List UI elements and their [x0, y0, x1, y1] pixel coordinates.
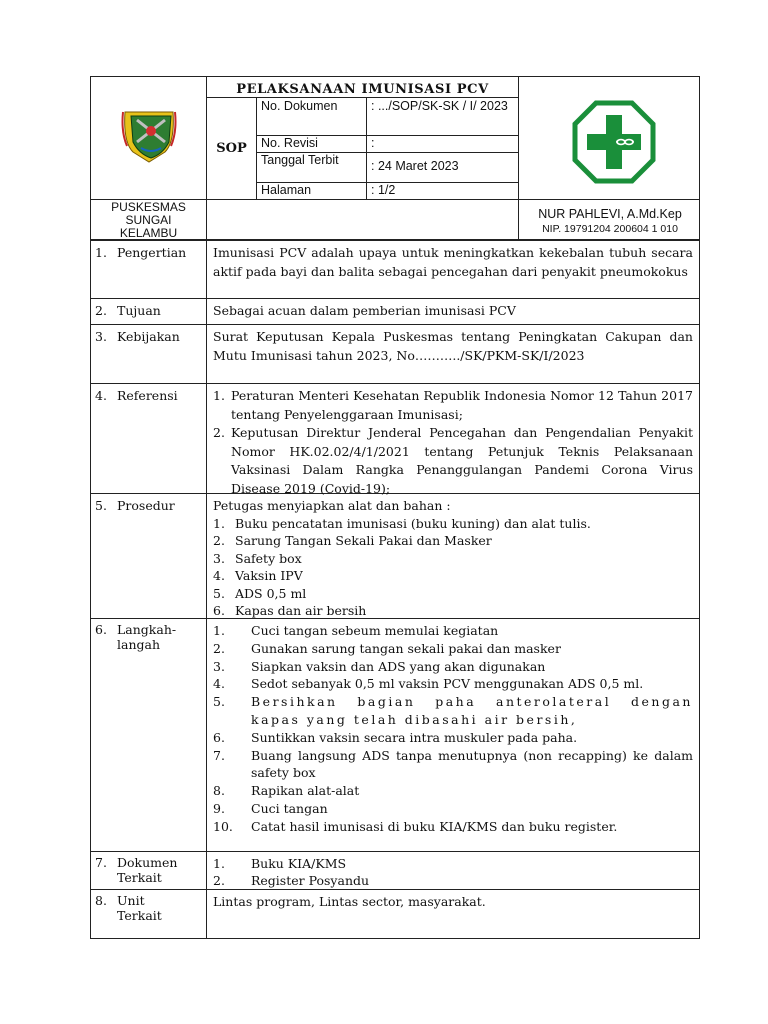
row-text: Imunisasi PCV adalah upaya untuk meningkatkan kekebalan tubuh secara aktif pada bayi dan balita sebagai pencegahan dari penyakit pneumokokus: [213, 245, 693, 279]
sop-header: [90, 76, 700, 240]
row-dokumen-terkait: [91, 851, 699, 889]
row-text: Surat Keputusan Kepala Puskesmas tentang Peningkatan Cakupan dan Mutu Imunisasi tahun 2023, No………../SK/PKM-SK/I/2023: [213, 329, 693, 363]
field-label-no-dokumen: No. Dokumen: [261, 99, 338, 113]
prosedur-intro: Petugas menyiapkan alat dan bahan :: [213, 498, 451, 513]
document-title: PELAKSANAAN IMUNISASI PCV: [236, 82, 489, 97]
field-value-halaman: : 1/2: [371, 183, 396, 197]
field-label-no-revisi: No. Revisi: [261, 136, 318, 150]
list-item: 1. Peraturan Menteri Kesehatan Republik Indonesia Nomor 12 Tahun 2017 tentang Penyelenggaraan Imunisasi;: [213, 388, 693, 422]
row-kebijakan: [91, 324, 699, 383]
row-label: Pengertian: [117, 245, 187, 260]
list-item: 6. Suntikkan vaksin secara intra muskuler pada paha.: [213, 729, 578, 745]
row-text: Sebagai acuan dalam pemberian imunisasi PCV: [213, 303, 516, 318]
list-item: 3. Siapkan vaksin dan ADS yang akan digunakan: [213, 658, 546, 674]
row-number: 2.: [95, 303, 107, 318]
list-item: 5. Bersihkan bagian paha anterolateral dengan kapas yang telah dibasahi air bersih,: [213, 694, 693, 727]
list-item: 1. Buku pencatatan imunisasi (buku kuning) dan alat tulis.: [213, 515, 591, 531]
signer-name: NUR PAHLEVI, A.Md.Kep: [538, 207, 682, 221]
row-label: Prosedur: [117, 498, 175, 513]
row-number: 5.: [95, 498, 107, 513]
field-label-halaman: Halaman: [261, 183, 312, 197]
list-item: 3. Safety box: [213, 550, 302, 566]
list-item: 7. Buang langsung ADS tanpa menutupnya (non recapping) ke dalam safety box: [213, 747, 693, 781]
field-value-tanggal-terbit: : 24 Maret 2023: [371, 159, 459, 173]
row-label: Dokumen Terkait: [117, 855, 178, 885]
org-name-line1: PUSKESMAS: [111, 200, 186, 214]
row-label: Unit Terkait: [117, 893, 162, 923]
list-item: 4. Sedot sebanyak 0,5 ml vaksin PCV menggunakan ADS 0,5 ml.: [213, 676, 644, 692]
row-prosedur: [91, 493, 699, 618]
row-referensi: [91, 383, 699, 496]
row-label: Langkah-langah: [117, 622, 177, 652]
list-item: 10. Catat hasil imunisasi di buku KIA/KMS dan buku register.: [213, 818, 618, 834]
list-item: 4. Vaksin IPV: [213, 568, 303, 583]
list-item: 2. Keputusan Direktur Jenderal Pencegahan dan Pengendalian Penyakit Nomor HK.02.02/4/1/2021 tentang Petunjuk Teknis Pelaksanaan Vaksinasi Dalam Rangka Penanggulangan Pandemi Corona Virus Disease 2019 (Covid-19);: [213, 425, 693, 496]
sop-label: SOP: [216, 140, 247, 156]
list-item: 9. Cuci tangan: [213, 800, 328, 816]
row-number: 1.: [95, 245, 107, 260]
row-label: Tujuan: [117, 303, 161, 318]
row-langkah: [91, 618, 699, 851]
list-item: 6. Kapas dan air bersih: [213, 603, 367, 618]
row-number: 6.: [95, 622, 107, 637]
row-number: 3.: [95, 329, 107, 344]
row-label: Referensi: [117, 388, 178, 403]
list-item: 2. Gunakan sarung tangan sekali pakai dan masker: [213, 640, 561, 656]
org-name-line2: SUNGAI: [125, 213, 172, 227]
row-unit-terkait: [91, 889, 699, 938]
row-number: 4.: [95, 388, 107, 403]
field-value-no-dokumen: : .../SOP/SK-SK / I/ 2023: [371, 99, 508, 113]
list-item: 1. Cuci tangan sebeum memulai kegiatan: [213, 623, 499, 638]
list-item: 2. Register Posyandu: [213, 873, 370, 888]
sop-body-table: [90, 240, 700, 939]
org-name-line3: KELAMBU: [119, 226, 178, 240]
field-value-no-revisi: :: [371, 136, 375, 150]
row-tujuan: [91, 298, 699, 324]
list-item: 2. Sarung Tangan Sekali Pakai dan Masker: [213, 533, 492, 548]
list-item: 1. Buku KIA/KMS: [213, 856, 347, 871]
list-item: 5. ADS 0,5 ml: [213, 585, 307, 601]
row-number: 8.: [95, 893, 107, 908]
row-pengertian: [91, 240, 699, 298]
row-label: Kebijakan: [117, 329, 180, 344]
row-text: Lintas program, Lintas sector, masyarakat.: [213, 894, 486, 909]
signer-nip: NIP. 19791204 200604 1 010: [542, 223, 678, 235]
puskesmas-logo: [571, 99, 657, 185]
row-number: 7.: [95, 855, 107, 870]
field-label-tanggal-terbit: Tanggal Terbit: [261, 153, 339, 167]
list-item: 8. Rapikan alat-alat: [213, 783, 360, 799]
regional-emblem-logo: [119, 102, 183, 166]
